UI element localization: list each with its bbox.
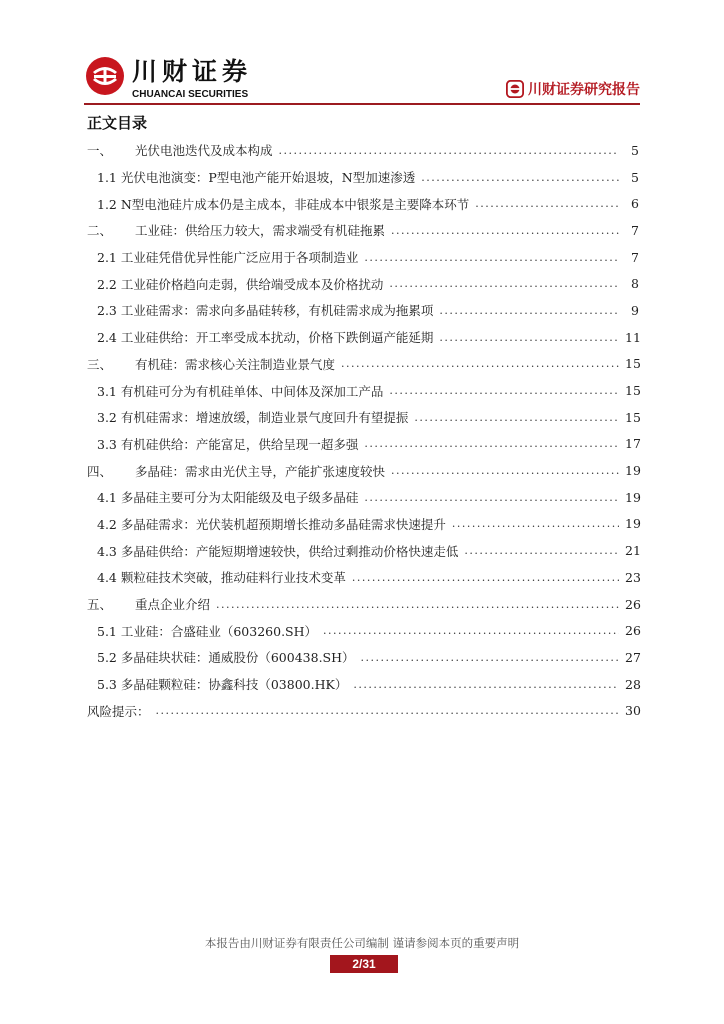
toc-entry-text: 2.2 工业硅价格趋向走弱，供给端受成本及价格扰动 — [97, 276, 384, 292]
toc-leader-dots — [439, 331, 619, 344]
toc-entry-label — [87, 141, 273, 159]
report-tag-label: 川财证券研究报告 — [528, 82, 640, 98]
toc-entry-label — [97, 328, 433, 346]
toc-entry-text: 4.2 多晶硅需求：光伏装机超预期增长推动多晶硅需求快速提升 — [97, 516, 446, 532]
toc-entry[interactable] — [87, 244, 639, 271]
toc-entry-label — [97, 435, 358, 453]
toc-entry[interactable] — [87, 697, 639, 724]
toc-entry-text: 5.3 多晶硅颗粒硅：协鑫科技（03800.HK） — [97, 677, 348, 693]
toc-entry[interactable] — [87, 431, 639, 458]
page-number-badge: 2/31 — [330, 955, 398, 973]
toc-entry-label — [97, 382, 383, 400]
toc-chapter-number: 三、 — [87, 356, 113, 372]
toc-leader-dots — [279, 144, 619, 157]
toc-leader-dots — [364, 251, 619, 264]
toc-entry-text: 3.3 有机硅供给：产能富足，供给呈现一超多强 — [97, 436, 359, 452]
toc-entry-text: 3.1 有机硅可分为有机硅单体、中间体及深加工产品 — [97, 383, 384, 399]
toc-entry-label — [97, 542, 458, 560]
toc-page-number: 28 — [625, 676, 641, 692]
toc-entry-label — [87, 355, 335, 373]
toc-entry-text: 2.4 工业硅供给：开工率受成本扰动，价格下跌倒逼产能延期 — [97, 330, 434, 346]
toc-entry-text: 1.2 N型电池硅片成本仍是主成本，非硅成本中银浆是主要降本环节 — [97, 196, 470, 212]
toc-entry-label — [97, 622, 317, 640]
toc-chapter-number: 二、 — [87, 223, 113, 239]
toc-entry-text: 2.1 工业硅凭借优异性能广泛应用于各项制造业 — [97, 250, 359, 266]
toc-entry[interactable] — [87, 564, 639, 591]
toc-entry-label — [87, 702, 150, 720]
toc-leader-dots — [452, 517, 619, 530]
toc-entry[interactable] — [87, 484, 639, 511]
toc-page-number: 19 — [625, 489, 641, 505]
toc-entry-text: 4.3 多晶硅供给：产能短期增速较快，供给过剩推动价格快速走低 — [97, 543, 459, 559]
toc-page-number: 7 — [631, 249, 639, 265]
toc-entry-text: 3.2 有机硅需求：增速放缓，制造业景气度回升有望提振 — [97, 410, 409, 426]
toc-entry-text: 风险提示： — [87, 703, 150, 719]
toc-page-number: 7 — [631, 222, 639, 238]
toc-entry[interactable] — [87, 511, 639, 538]
chuancai-small-logo-icon — [506, 80, 524, 98]
toc-leader-dots — [414, 411, 619, 424]
toc-page-number: 5 — [631, 169, 639, 185]
toc-entry-label — [87, 595, 210, 613]
toc-leader-dots — [389, 277, 619, 290]
toc-page-number: 26 — [625, 596, 641, 612]
toc-chapter-number: 四、 — [87, 463, 113, 479]
toc-entry-label — [97, 248, 358, 266]
toc-entry[interactable] — [87, 324, 639, 351]
toc-leader-dots — [391, 224, 619, 237]
toc-page-number: 23 — [625, 569, 641, 585]
toc-entry-label — [97, 515, 446, 533]
toc-entry-label — [97, 568, 346, 586]
toc-entry-text: 2.3 工业硅需求：需求向多晶硅转移，有机硅需求成为拖累项 — [97, 303, 434, 319]
header-divider — [84, 103, 640, 105]
toc-chapter-number: 一、 — [87, 143, 113, 159]
toc-entry-text: 1.1 光伏电池演变：P型电池产能开始退坡，N型加速渗透 — [97, 170, 416, 186]
toc-entry-text: 多晶硅：需求由光伏主导，产能扩张速度较快 — [135, 463, 386, 479]
toc-page-number: 21 — [625, 543, 641, 559]
toc-leader-dots — [341, 357, 619, 370]
toc-page-number: 8 — [631, 276, 639, 292]
toc-entry[interactable] — [87, 137, 639, 164]
toc-entry-text: 光伏电池迭代及成本构成 — [135, 143, 273, 159]
brand-name-en: CHUANCAI SECURITIES — [132, 89, 249, 100]
toc-entry-label — [97, 675, 347, 693]
toc-chapter-number: 五、 — [87, 597, 113, 613]
toc-entry[interactable] — [87, 617, 639, 644]
toc-page-number: 17 — [625, 436, 641, 452]
toc-page-number: 5 — [631, 142, 639, 158]
toc-entry-label — [87, 221, 385, 239]
page-header — [0, 0, 724, 104]
toc-entry[interactable] — [87, 164, 639, 191]
chuancai-logo-icon — [85, 56, 125, 96]
toc-entry[interactable] — [87, 351, 639, 378]
toc-page-number: 15 — [625, 383, 641, 399]
brand-name-cn: 川财证券 — [132, 57, 253, 86]
toc-leader-dots — [352, 571, 619, 584]
toc-page-number: 9 — [631, 302, 639, 318]
toc-leader-dots — [391, 464, 619, 477]
toc-entry-text: 有机硅：需求核心关注制造业景气度 — [135, 356, 336, 372]
toc-entry-label — [97, 408, 408, 426]
toc-leader-dots — [389, 384, 619, 397]
toc-entry-label — [87, 462, 385, 480]
toc-page-number: 19 — [625, 463, 641, 479]
toc-entry[interactable] — [87, 457, 639, 484]
toc-entry-text: 4.1 多晶硅主要可分为太阳能级及电子级多晶硅 — [97, 490, 359, 506]
toc-leader-dots — [439, 304, 619, 317]
toc-entry-text: 重点企业介绍 — [135, 597, 211, 613]
table-of-contents — [87, 137, 639, 724]
footer-disclaimer: 本报告由川财证券有限责任公司编制 谨请参阅本页的重要声明 — [204, 936, 520, 950]
toc-page-number: 6 — [631, 196, 639, 212]
toc-entry-label — [97, 195, 469, 213]
toc-entry[interactable] — [87, 217, 639, 244]
toc-entry-text: 工业硅：供给压力较大，需求端受有机硅拖累 — [135, 223, 386, 239]
toc-page-number: 11 — [625, 329, 641, 345]
toc-leader-dots — [464, 544, 619, 557]
toc-page-number: 15 — [625, 409, 641, 425]
toc-page-number: 27 — [625, 649, 641, 665]
toc-leader-dots — [361, 651, 619, 664]
toc-entry[interactable] — [87, 671, 639, 698]
toc-entry-label — [97, 275, 383, 293]
toc-leader-dots — [216, 598, 619, 611]
toc-page-number: 15 — [625, 356, 641, 372]
toc-entry[interactable] — [87, 537, 639, 564]
toc-page-number: 30 — [625, 703, 641, 719]
toc-leader-dots — [156, 704, 619, 717]
toc-entry[interactable] — [87, 404, 639, 431]
toc-title: 正文目录 — [87, 114, 148, 132]
toc-leader-dots — [353, 678, 619, 691]
toc-entry-label — [97, 168, 415, 186]
toc-entry-text: 5.2 多晶硅块状硅：通威股份（600438.SH） — [97, 650, 355, 666]
toc-entry-label — [97, 301, 433, 319]
toc-leader-dots — [475, 197, 619, 210]
toc-entry[interactable] — [87, 270, 639, 297]
toc-entry[interactable] — [87, 377, 639, 404]
toc-page-number: 26 — [625, 623, 641, 639]
toc-leader-dots — [364, 491, 619, 504]
toc-page-number: 19 — [625, 516, 641, 532]
toc-entry[interactable] — [87, 644, 639, 671]
toc-leader-dots — [323, 624, 619, 637]
toc-entry-text: 5.1 工业硅：合盛硅业（603260.SH） — [97, 623, 318, 639]
report-tag — [506, 79, 640, 99]
toc-entry[interactable] — [87, 190, 639, 217]
toc-entry-label — [97, 648, 355, 666]
toc-entry-label — [97, 488, 358, 506]
toc-leader-dots — [421, 171, 619, 184]
toc-entry-text: 4.4 颗粒硅技术突破，推动硅料行业技术变革 — [97, 570, 346, 586]
toc-entry[interactable] — [87, 591, 639, 618]
toc-leader-dots — [364, 437, 619, 450]
toc-entry[interactable] — [87, 297, 639, 324]
